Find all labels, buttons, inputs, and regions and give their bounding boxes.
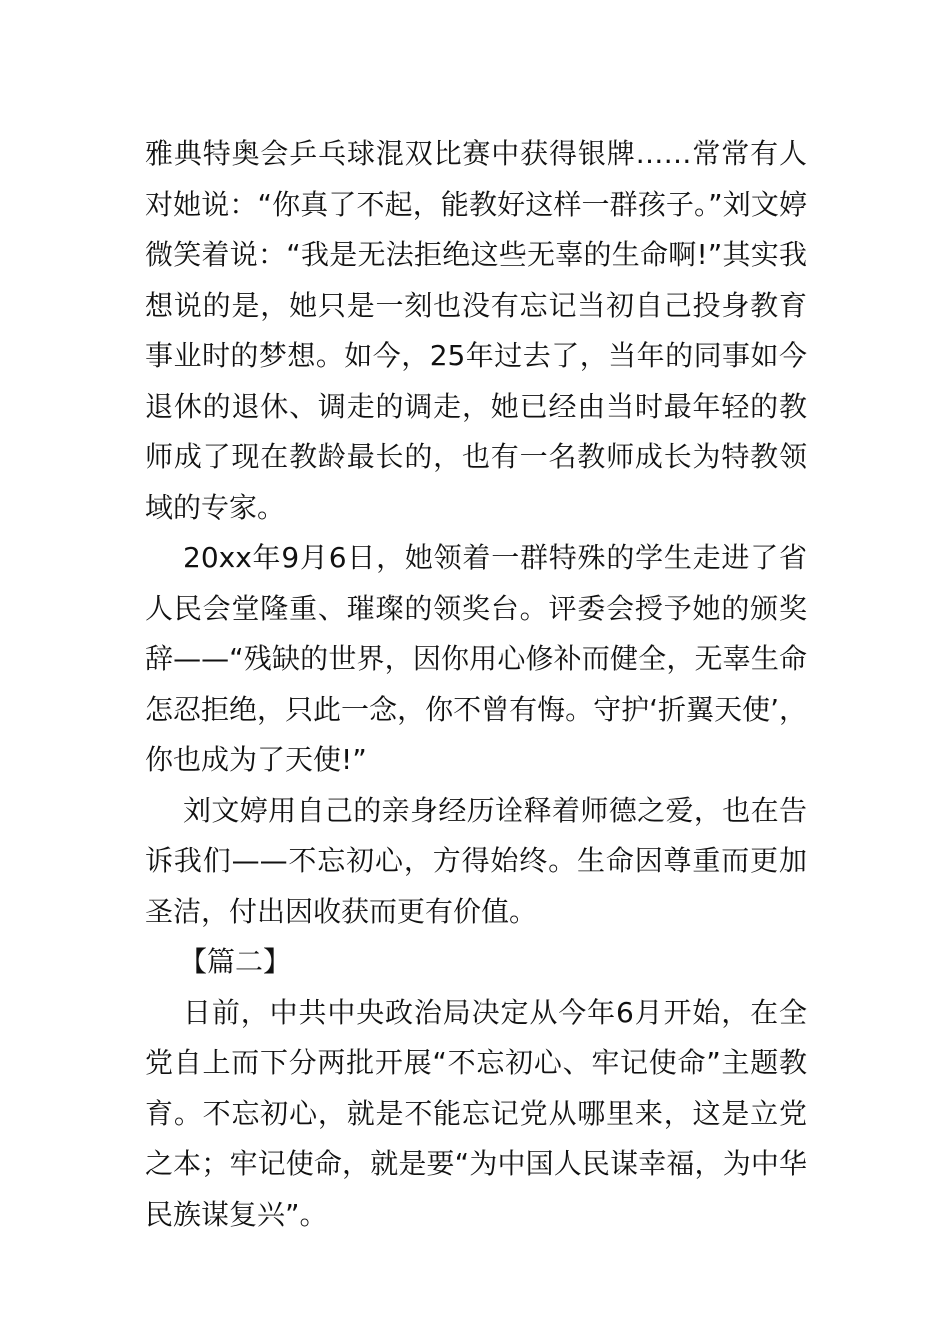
paragraph-3: 刘文婷用自己的亲身经历诠释着师德之爱，也在告诉我们——不忘初心，方得始终。生命因尊重而更加圣洁，付出因收获而更有价值。	[145, 793, 807, 928]
paragraph-2: 20xx年9月6日，她领着一群特殊的学生走进了省人民会堂隆重、璀璨的领奖台。评委会授予她的颁奖辞——“残缺的世界，因你用心修补而健全，无辜生命怎忍拒绝，只此一念，你不曾有悔。守护‘折翼天使’，你也成为了天使!”	[145, 541, 807, 776]
section-heading: 【篇二】	[179, 945, 292, 978]
paragraph-4: 日前，中共中央政治局决定从今年6月开始，在全党自上而下分两批开展“不忘初心、牢记使命”主题教育。不忘初心，就是不能忘记党从哪里来，这是立党之本；牢记使命，就是要“为中国人民谋幸福，为中华民族谋复兴”。	[145, 995, 807, 1231]
paragraph-1: 雅典特奥会乒乓球混双比赛中获得银牌……常常有人对她说：“你真了不起，能教好这样一群孩子。”刘文婷微笑着说：“我是无法拒绝这些无辜的生命啊!”其实我想说的是，她只是一刻也没有忘记当初自己投身教育事业时的梦想。如今，25年过去了，当年的同事如今退休的退休、调走的调走，她已经由当时最年轻的教师成了现在教龄最长的，也有一名教师成长为特教领域的专家。	[145, 137, 807, 524]
document-page	[145, 129, 807, 1240]
